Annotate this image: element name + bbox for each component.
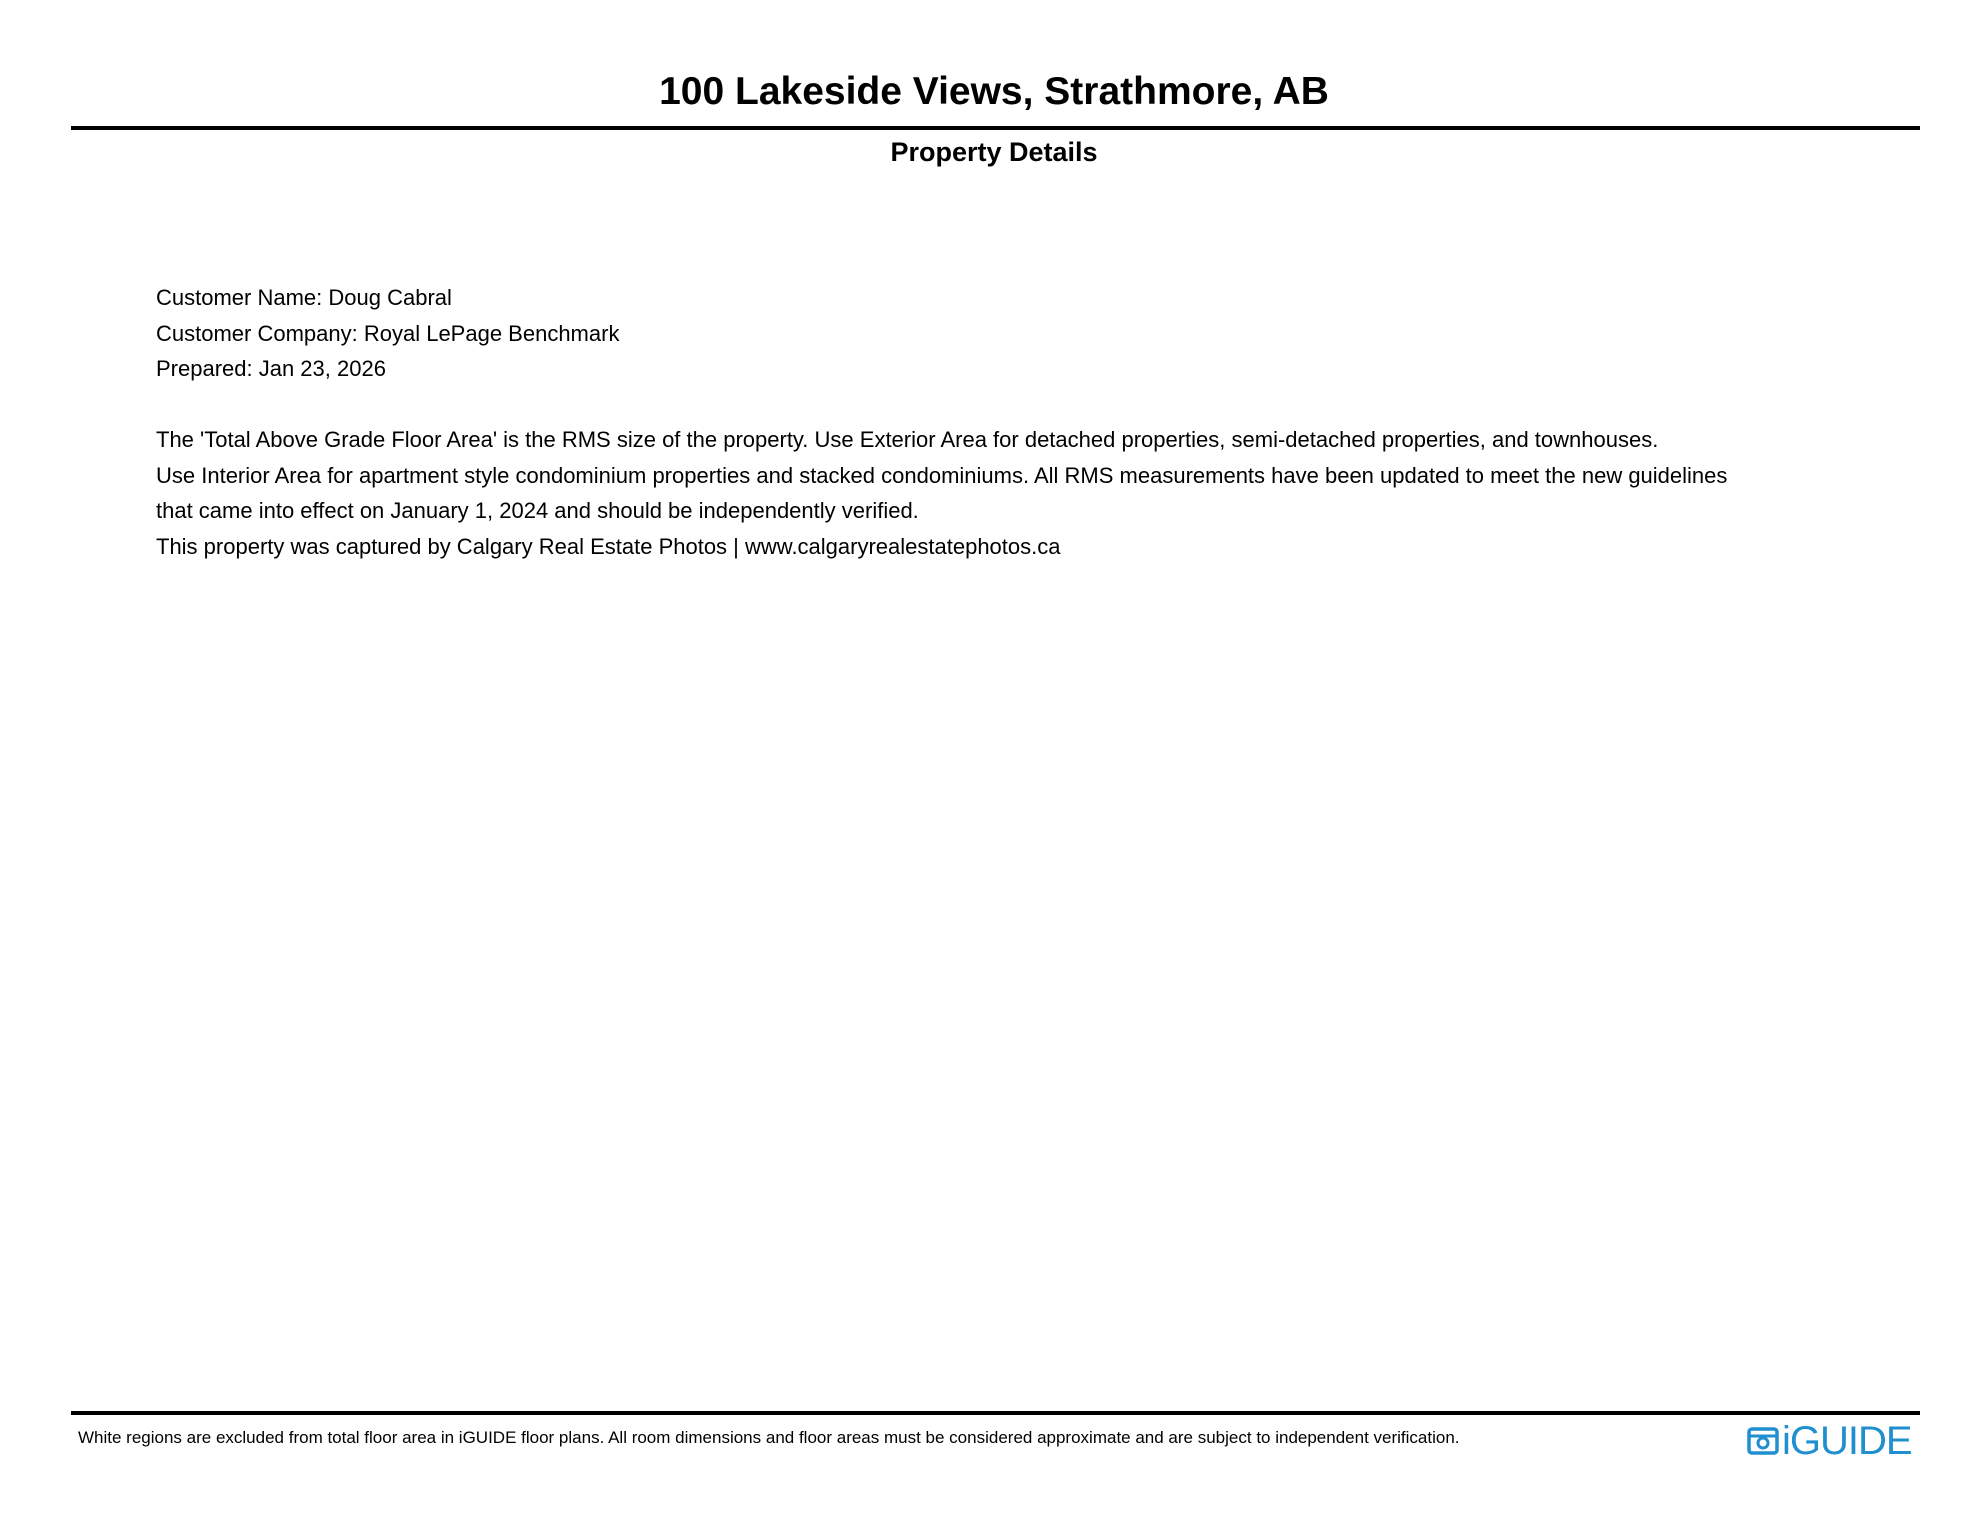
rms-note-line-3: that came into effect on January 1, 2024 and should be independently verified. <box>156 498 919 523</box>
footer-divider <box>71 1411 1920 1415</box>
header-divider <box>71 126 1920 130</box>
rms-note-line-2: Use Interior Area for apartment style condominium properties and stacked condominiums. All RMS measurements have been updated to meet the new guidelines <box>156 462 1728 488</box>
customer-company: Customer Company: Royal LePage Benchmark <box>156 320 620 346</box>
spacer <box>156 387 1876 423</box>
rms-note-line-1: The 'Total Above Grade Floor Area' is the RMS size of the property. Use Exterior Area for detached properties, semi-detached properties, and townhouses. <box>156 427 1659 452</box>
iguide-logo-text: iGUIDE <box>1782 1419 1912 1463</box>
footer-disclaimer: White regions are excluded from total floor area in iGUIDE floor plans. All room dimensions and floor areas must be considered approximate and are subject to independent verification. <box>78 1428 1460 1447</box>
page-subtitle: Property Details <box>890 137 1098 167</box>
prepared-date: Prepared: Jan 23, 2026 <box>156 356 386 381</box>
property-details <box>156 280 1876 564</box>
capture-credit: This property was captured by Calgary Real Estate Photos | www.calgaryrealestatephotos.ca <box>156 533 1061 559</box>
customer-name: Customer Name: Doug Cabral <box>156 285 452 310</box>
iguide-camera-icon <box>1746 1424 1780 1458</box>
page-title: 100 Lakeside Views, Strathmore, AB <box>659 70 1329 113</box>
iguide-logo <box>1746 1420 1912 1462</box>
